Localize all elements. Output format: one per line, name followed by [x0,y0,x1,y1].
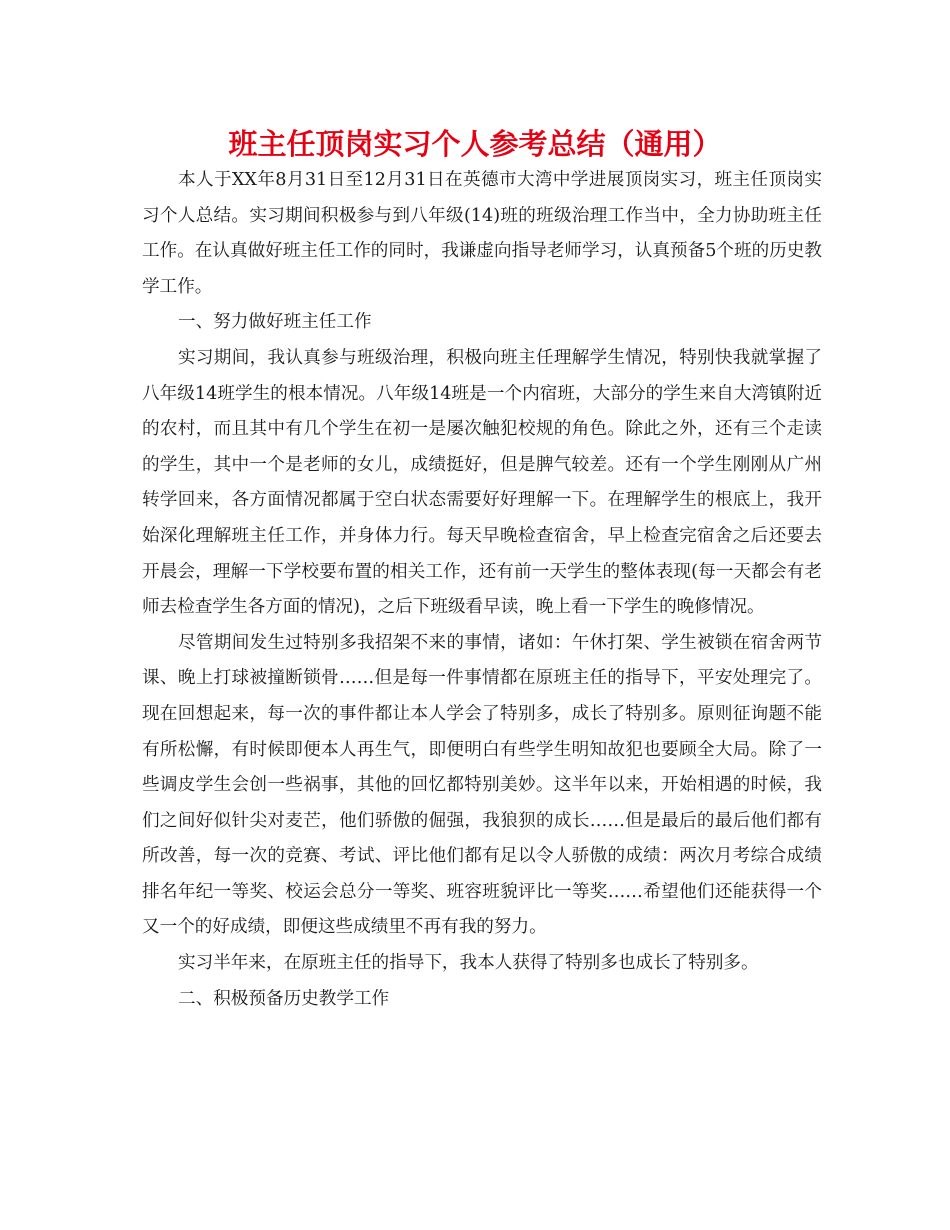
paragraph-incidents: 尽管期间发生过特别多我招架不来的事情，诸如：午休打架、学生被锁在宿舍两节课、晚上打球被撞断锁骨……但是每一件事情都在原班主任的指导下，平安处理完了。现在回想起来，每一次的事件都让本人学会了特别多，成长了特别多。原则征询题不能有所松懈，有时候即便本人再生气，即便明白有些学生明知故犯也要顾全大局。除了一些调皮学生会创一些祸事，其他的回忆都特别美妙。这半年以来，开始相遇的时候，我们之间好似针尖对麦芒，他们骄傲的倔强，我狼狈的成长……但是最后的最后他们都有所改善，每一次的竞赛、考试、评比他们都有足以令人骄傲的成绩：两次月考综合成绩排名年纪一等奖、校运会总分一等奖、班容班貌评比一等奖……希望他们还能获得一个又一个的好成绩，即便这些成绩里不再有我的努力。 [142,632,822,938]
section-heading-2: 二、积极预备历史教学工作 [178,988,390,1009]
paragraph-class-management: 实习期间，我认真参与班级治理，积极向班主任理解学生情况，特别快我就掌握了八年级14班学生的根本情况。八年级14班是一个内宿班，大部分的学生来自大湾镇附近的农村，而且其中有几个学生在初一是屡次触犯校规的角色。除此之外，还有三个走读的学生，其中一个是老师的女儿，成绩挺好，但是脾气较差。还有一个学生刚刚从广州转学回来，各方面情况都属于空白状态需要好好理解一下。在理解学生的根底上，我开始深化理解班主任工作，并身体力行。每天早晚检查宿舍，早上检查完宿舍之后还要去开晨会，理解一下学校要布置的相关工作，还有前一天学生的整体表现(每一天都会有老师去检查学生各方面的情况)，之后下班级看早读，晚上看一下学生的晚修情况。 [142,347,822,618]
document-title: 班主任顶岗实习个人参考总结（通用） [228,127,722,161]
paragraph-intro: 本人于XX年8月31日至12月31日在英德市大湾中学进展顶岗实习，班主任顶岗实习个人总结。实习期间积极参与到八年级(14)班的班级治理工作当中，全力协助班主任工作。在认真做好班主任工作的同时，我谦虚向指导老师学习，认真预备5个班的历史教学工作。 [142,170,822,297]
paragraph-summary: 实习半年来，在原班主任的指导下，我本人获得了特别多也成长了特别多。 [178,953,759,974]
section-heading-1: 一、努力做好班主任工作 [178,312,372,333]
document-body [142,163,822,1017]
